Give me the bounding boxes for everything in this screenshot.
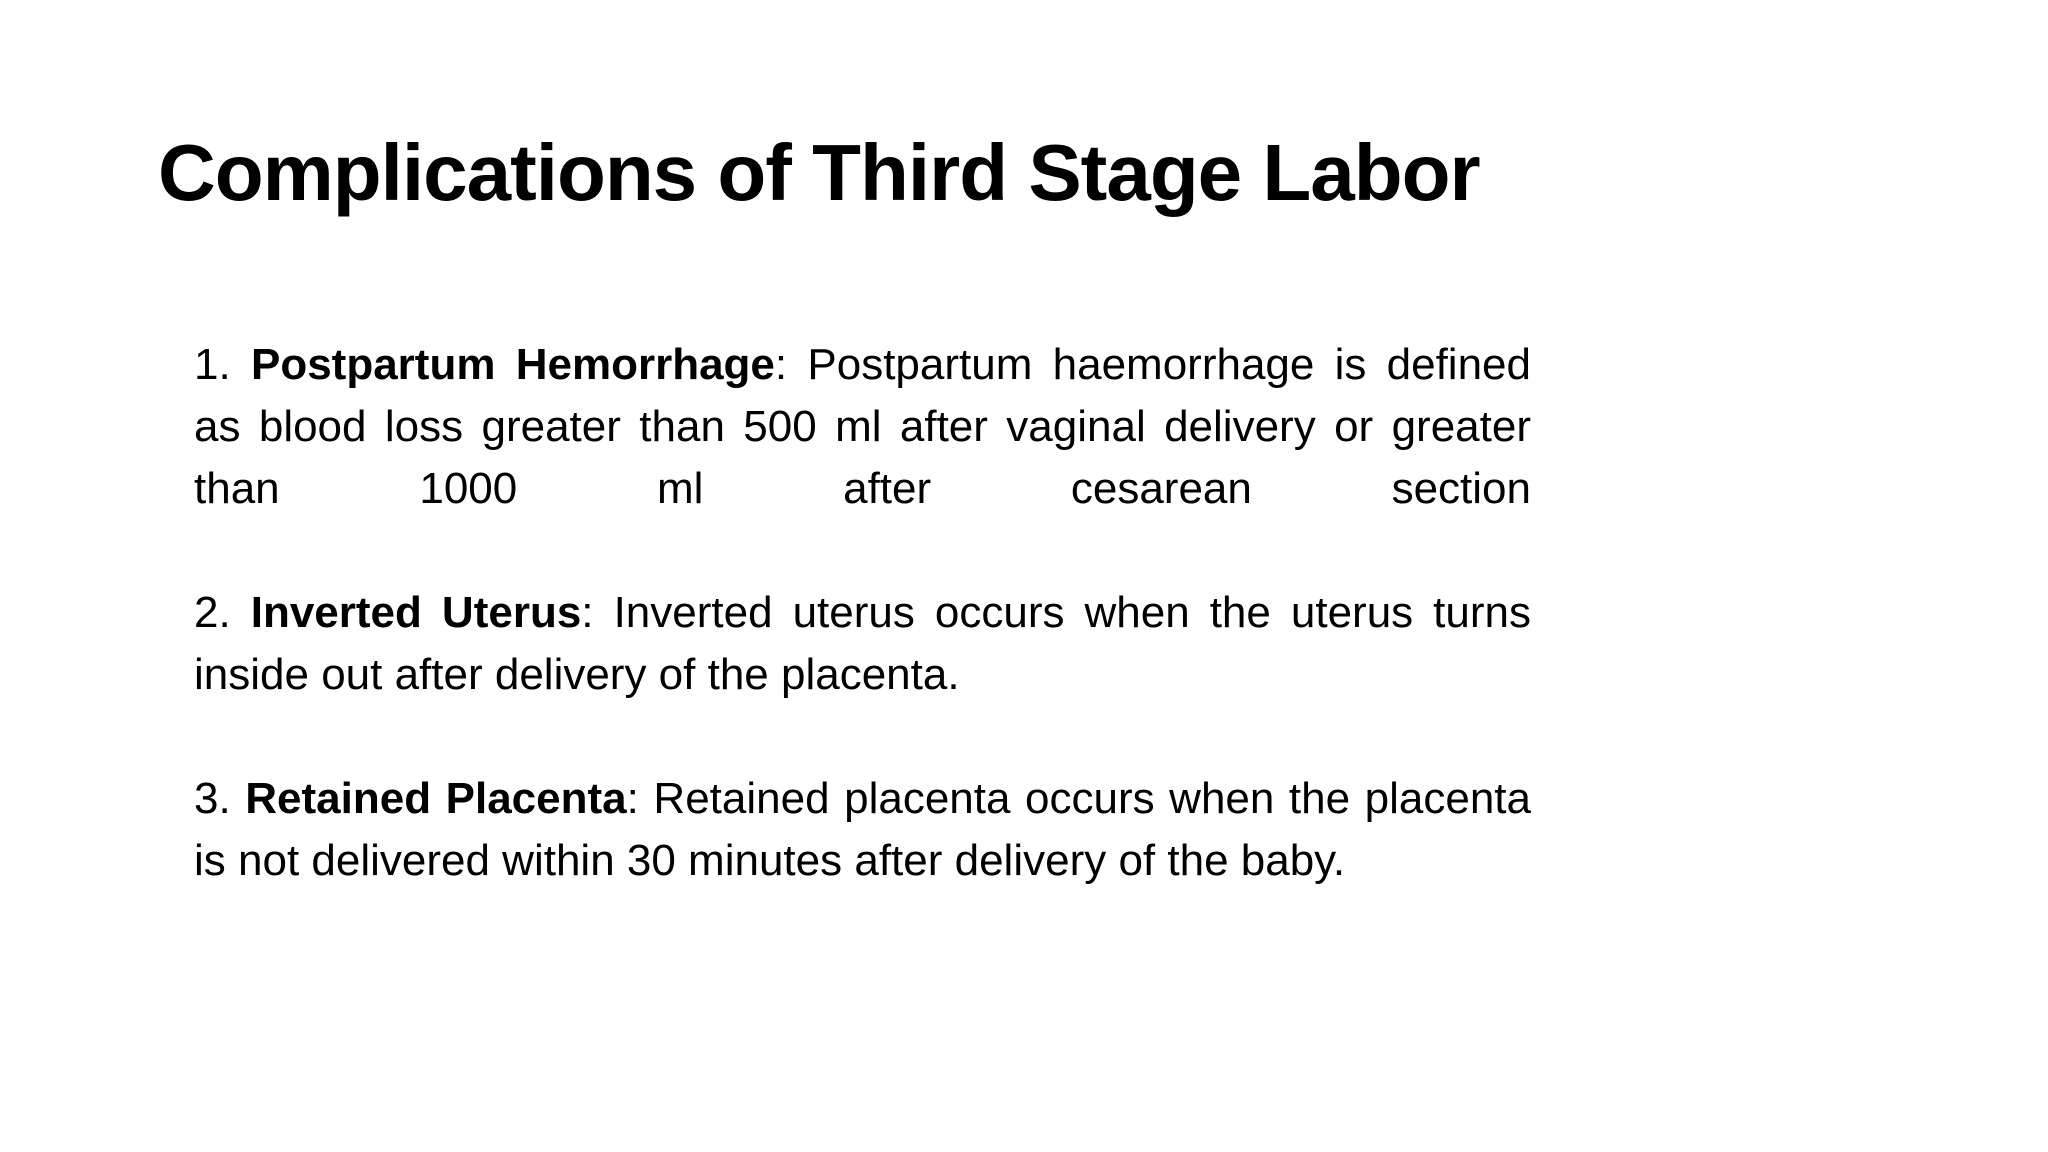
item-number: 2. — [194, 588, 231, 637]
item-separator: : — [774, 340, 788, 389]
item-term: Retained Placenta — [245, 774, 627, 823]
item-separator: : — [581, 588, 594, 637]
item-description: Inverted uterus occurs when the uterus turns inside out after delivery of the placenta. — [194, 588, 1531, 699]
list-item-postpartum-hemorrhage — [194, 334, 1531, 520]
list-item-retained-placenta — [194, 768, 1531, 892]
item-separator: : — [626, 774, 639, 823]
item-term: Inverted Uterus — [250, 588, 582, 637]
item-term: Postpartum Hemorrhage — [250, 340, 775, 389]
item-description: Retained placenta occurs when the placenta is not delivered within 30 minutes after delivery of the baby. — [194, 774, 1531, 885]
item-description: Postpartum haemorrhage is defined as blood loss greater than 500 ml after vaginal delivery or greater than 1000 ml after cesarean section — [194, 340, 1531, 513]
slide-body — [194, 334, 1531, 954]
slide-title: Complications of Third Stage Labor — [158, 128, 1480, 217]
list-item-inverted-uterus — [194, 582, 1531, 706]
item-number: 3. — [194, 774, 231, 823]
item-number: 1. — [194, 340, 231, 389]
